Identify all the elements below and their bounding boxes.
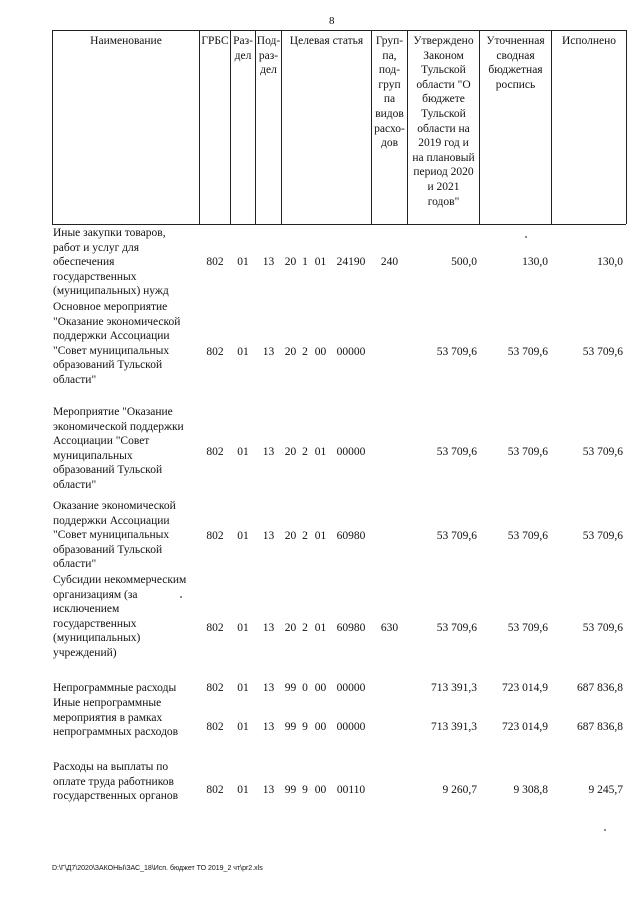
cell-grbs: 802 <box>206 721 224 733</box>
cell-target-program: 99 <box>284 682 297 694</box>
header-refined: Уточненная сводная бюджетная роспись <box>486 35 545 91</box>
cell-approved: 500,0 <box>451 256 477 268</box>
header-razdel: Раз- дел <box>233 35 253 62</box>
scan-speck <box>180 596 182 598</box>
cell-target-direction: 00000 <box>336 682 366 694</box>
row-name: Оказание экономической поддержки Ассоциации "Совет муниципальных образований Тульской области" <box>53 500 176 571</box>
cell-target-event: 01 <box>314 256 327 268</box>
cell-target-direction: 00000 <box>336 346 366 358</box>
cell-grbs: 802 <box>206 784 224 796</box>
cell-approved: 713 391,3 <box>431 682 477 694</box>
table-top-rule <box>52 30 626 31</box>
cell-refined: 53 709,6 <box>507 346 548 358</box>
cell-approved: 713 391,3 <box>431 721 477 733</box>
cell-target-program: 20 <box>284 446 297 458</box>
cell-target-program: 99 <box>284 721 297 733</box>
cell-target-direction: 24190 <box>336 256 366 268</box>
cell-target-subprogram: 2 <box>302 346 308 358</box>
row-name: Непрограммные расходы <box>53 682 177 694</box>
scan-speck <box>604 829 606 831</box>
cell-podrazdel: 13 <box>262 622 275 634</box>
cell-executed: 687 836,8 <box>577 721 623 733</box>
cell-executed: 53 709,6 <box>582 446 623 458</box>
header-executed: Исполнено <box>561 35 617 47</box>
header-approved: Утверждено Законом Тульской области "О бюджете Тульской области на 2019 год и на плановый период 2020 и 2021 годов" <box>412 35 475 208</box>
cell-expense-type: 240 <box>380 256 399 268</box>
cell-approved: 53 709,6 <box>436 622 477 634</box>
cell-podrazdel: 13 <box>262 346 275 358</box>
row-name: Субсидии некоммерческим организациям (за исключением государственных (муниципальных) учреждений) <box>53 574 187 659</box>
cell-grbs: 802 <box>206 530 224 542</box>
cell-grbs: 802 <box>206 346 224 358</box>
cell-target-direction: 60980 <box>336 530 366 542</box>
row-name: Мероприятие "Оказание экономической поддержки Ассоциации "Совет муниципальных образований Тульской области" <box>53 406 184 491</box>
cell-target-subprogram: 1 <box>302 256 308 268</box>
row-name: Иные закупки товаров, работ и услуг для обеспечения государственных (муниципальных) нужд <box>53 227 169 298</box>
cell-refined: 723 014,9 <box>502 682 548 694</box>
row-name: Основное мероприятие "Оказание экономической поддержки Ассоциации "Совет муниципальных образований Тульской области" <box>53 301 181 386</box>
cell-refined: 53 709,6 <box>507 530 548 542</box>
cell-refined: 723 014,9 <box>502 721 548 733</box>
cell-target-event: 00 <box>314 346 327 358</box>
cell-podrazdel: 13 <box>262 256 275 268</box>
cell-grbs: 802 <box>206 682 224 694</box>
cell-target-subprogram: 9 <box>302 784 308 796</box>
header-name: Наименование <box>90 35 162 47</box>
cell-target-subprogram: 9 <box>302 721 308 733</box>
cell-target-subprogram: 2 <box>302 530 308 542</box>
cell-target-event: 01 <box>314 446 327 458</box>
cell-executed: 687 836,8 <box>577 682 623 694</box>
header-podrazdel: Под- раз- дел <box>256 35 281 77</box>
cell-target-event: 00 <box>314 682 327 694</box>
cell-refined: 53 709,6 <box>507 622 548 634</box>
cell-razdel: 01 <box>237 682 249 694</box>
cell-expense-type: 630 <box>380 622 399 634</box>
cell-approved: 53 709,6 <box>436 446 477 458</box>
page-number: 8 <box>329 15 335 27</box>
cell-razdel: 01 <box>237 721 249 733</box>
cell-razdel: 01 <box>237 446 249 458</box>
scan-speck <box>525 236 527 238</box>
cell-razdel: 01 <box>237 256 249 268</box>
cell-target-program: 99 <box>284 784 297 796</box>
header-divider <box>281 30 282 224</box>
cell-approved: 53 709,6 <box>436 530 477 542</box>
cell-target-event: 00 <box>314 784 327 796</box>
cell-grbs: 802 <box>206 256 224 268</box>
cell-razdel: 01 <box>237 530 249 542</box>
cell-podrazdel: 13 <box>262 446 275 458</box>
cell-target-program: 20 <box>284 530 297 542</box>
row-name: Иные непрограммные мероприятия в рамках непрограммных расходов <box>53 697 179 739</box>
cell-podrazdel: 13 <box>262 784 275 796</box>
header-divider <box>626 30 627 224</box>
header-divider <box>199 30 200 224</box>
header-expense-type: Груп- па, под- груп па видов расхо- дов <box>374 35 405 150</box>
row-name: Расходы на выплаты по оплате труда работников государственных органов <box>53 761 179 803</box>
cell-target-subprogram: 2 <box>302 622 308 634</box>
cell-executed: 53 709,6 <box>582 346 623 358</box>
cell-target-event: 01 <box>314 622 327 634</box>
cell-refined: 130,0 <box>522 256 548 268</box>
cell-executed: 53 709,6 <box>582 530 623 542</box>
header-divider <box>52 30 53 224</box>
cell-executed: 53 709,6 <box>582 622 623 634</box>
cell-executed: 9 245,7 <box>588 784 623 796</box>
cell-target-direction: 00110 <box>336 784 366 796</box>
file-path: D:\Г\Д7\2020\ЗАКОНЫ\ЗАС_18\Исп. бюджет ТО 2019_2 чт\pr2.xls <box>52 865 263 872</box>
cell-podrazdel: 13 <box>262 530 275 542</box>
cell-grbs: 802 <box>206 446 224 458</box>
cell-target-direction: 60980 <box>336 622 366 634</box>
cell-target-event: 00 <box>314 721 327 733</box>
cell-executed: 130,0 <box>597 256 623 268</box>
cell-refined: 53 709,6 <box>507 446 548 458</box>
header-target-article: Целевая статья <box>289 35 364 47</box>
cell-target-subprogram: 0 <box>302 682 308 694</box>
header-grbs: ГРБС <box>201 35 229 47</box>
header-bottom-rule <box>52 224 626 225</box>
cell-razdel: 01 <box>237 346 249 358</box>
cell-refined: 9 308,8 <box>513 784 548 796</box>
cell-target-program: 20 <box>284 256 297 268</box>
cell-approved: 9 260,7 <box>442 784 477 796</box>
cell-target-subprogram: 2 <box>302 446 308 458</box>
cell-grbs: 802 <box>206 622 224 634</box>
cell-razdel: 01 <box>237 784 249 796</box>
cell-target-program: 20 <box>284 622 297 634</box>
header-divider <box>551 30 552 224</box>
cell-target-direction: 00000 <box>336 446 366 458</box>
cell-approved: 53 709,6 <box>436 346 477 358</box>
cell-podrazdel: 13 <box>262 682 275 694</box>
cell-target-event: 01 <box>314 530 327 542</box>
cell-target-program: 20 <box>284 346 297 358</box>
cell-podrazdel: 13 <box>262 721 275 733</box>
cell-target-direction: 00000 <box>336 721 366 733</box>
cell-razdel: 01 <box>237 622 249 634</box>
